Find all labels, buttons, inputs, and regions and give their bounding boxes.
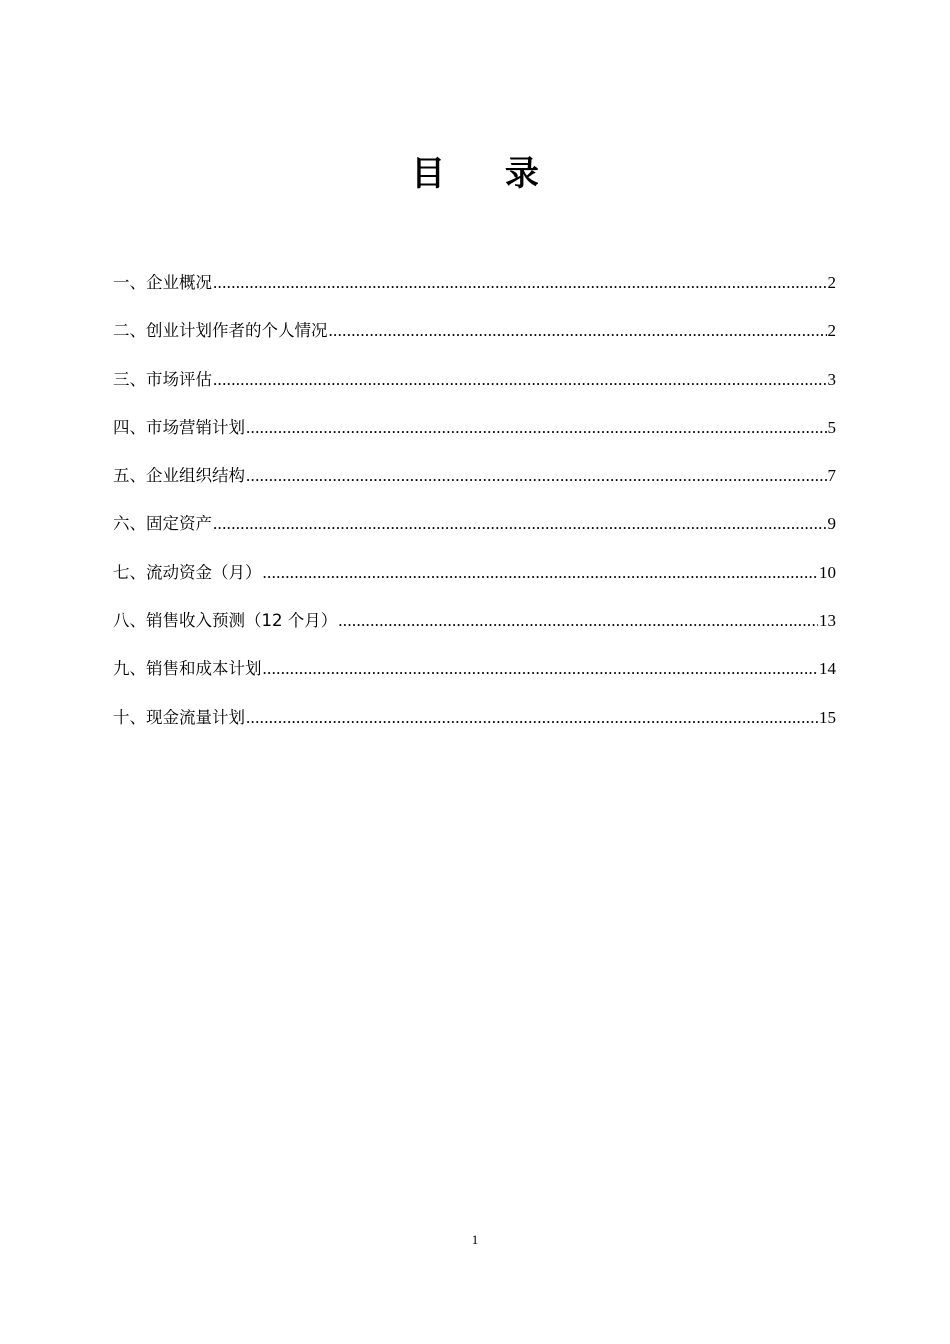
toc-entry[interactable] [113, 463, 836, 511]
toc-entry-page: 9 [827, 514, 836, 534]
toc-entry-page: 2 [827, 273, 836, 292]
toc-entry-label: 八、销售收入预测（12 个月） [113, 611, 338, 631]
toc-entry[interactable] [113, 415, 836, 463]
toc-entry[interactable] [113, 270, 836, 318]
toc-entry-page: 3 [827, 369, 836, 389]
toc-entry-page: 10 [819, 562, 836, 582]
toc-entry[interactable] [113, 656, 836, 704]
toc-leader-dots [213, 270, 827, 296]
toc-entry-label: 三、市场评估 [113, 369, 212, 389]
toc-entry-page: 14 [819, 659, 836, 679]
toc-entry-label: 五、企业组织结构 [113, 466, 245, 486]
toc-entry-label: 九、销售和成本计划 [113, 659, 262, 679]
toc-leader-dots [213, 367, 827, 393]
toc-entry-page: 15 [819, 707, 836, 727]
toc-entry[interactable] [113, 367, 836, 415]
toc-entry[interactable] [113, 608, 836, 656]
toc-entry[interactable] [113, 511, 836, 559]
toc-entry[interactable] [113, 318, 836, 366]
toc-entry[interactable] [113, 560, 836, 608]
toc-leader-dots [329, 318, 827, 344]
toc-entry-label: 六、固定资产 [113, 514, 212, 534]
table-of-contents [113, 270, 836, 753]
toc-entry-page: 7 [827, 466, 836, 486]
toc-entry-page: 13 [819, 611, 836, 631]
toc-leader-dots [246, 415, 827, 441]
toc-leader-dots [213, 511, 827, 537]
toc-entry-page: 5 [827, 417, 836, 437]
page-title: 目 录 [411, 154, 563, 194]
toc-entry-label: 二、创业计划作者的个人情况 [113, 321, 328, 341]
toc-leader-dots [246, 463, 827, 489]
toc-leader-dots [263, 560, 819, 586]
toc-entry-label: 四、市场营销计划 [113, 417, 245, 437]
toc-leader-dots [263, 656, 819, 682]
toc-entry-label: 七、流动资金（月） [113, 562, 262, 582]
toc-entry[interactable] [113, 705, 836, 753]
toc-entry-page: 2 [827, 321, 836, 341]
toc-leader-dots [338, 608, 818, 634]
toc-leader-dots [246, 705, 818, 731]
toc-entry-label: 一、企业概况 [113, 273, 212, 292]
page-number: 1 [471, 1232, 479, 1247]
toc-entry-label: 十、现金流量计划 [113, 707, 245, 727]
